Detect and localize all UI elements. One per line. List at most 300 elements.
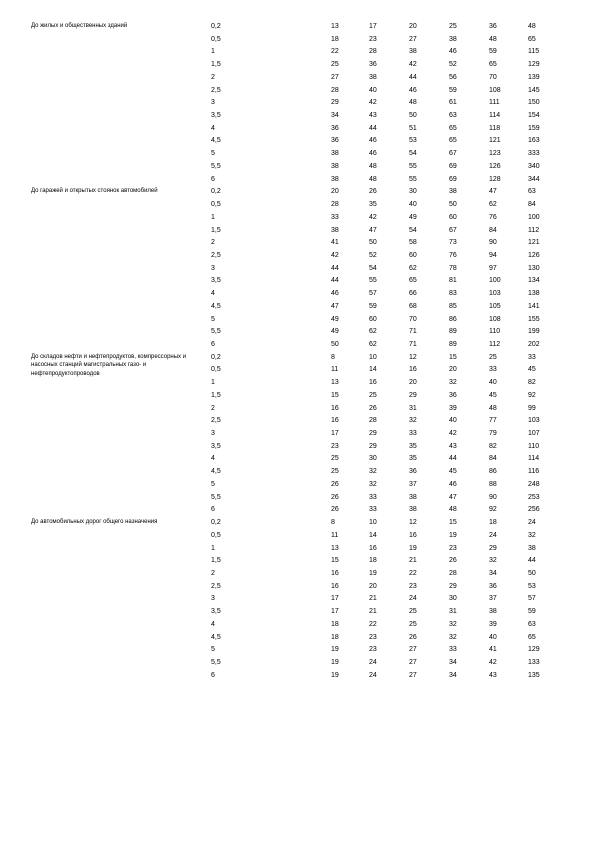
cell-v1: 49 bbox=[331, 328, 339, 336]
cell-v2: 48 bbox=[369, 175, 377, 183]
cell-v4: 15 bbox=[449, 353, 457, 361]
cell-v2: 46 bbox=[369, 137, 377, 145]
cell-v1: 16 bbox=[331, 404, 339, 412]
cell-v6: 340 bbox=[528, 162, 540, 170]
cell-v2: 44 bbox=[369, 124, 377, 132]
cell-v6: 59 bbox=[528, 608, 536, 616]
cell-v5: 65 bbox=[489, 61, 497, 69]
cell-size: 3 bbox=[211, 430, 215, 438]
cell-v6: 63 bbox=[528, 620, 536, 628]
cell-v5: 108 bbox=[489, 315, 501, 323]
cell-v2: 33 bbox=[369, 493, 377, 501]
cell-v1: 17 bbox=[331, 430, 339, 438]
table-row bbox=[0, 643, 595, 656]
cell-v3: 21 bbox=[409, 557, 417, 565]
table-row bbox=[0, 465, 595, 478]
cell-size: 0,2 bbox=[211, 353, 221, 361]
cell-v5: 118 bbox=[489, 124, 501, 132]
cell-size: 5 bbox=[211, 480, 215, 488]
cell-v1: 8 bbox=[331, 519, 335, 527]
table-row bbox=[0, 122, 595, 135]
cell-v1: 15 bbox=[331, 557, 339, 565]
cell-size: 4 bbox=[211, 620, 215, 628]
cell-v3: 35 bbox=[409, 455, 417, 463]
cell-v2: 59 bbox=[369, 302, 377, 310]
cell-v2: 10 bbox=[369, 353, 377, 361]
cell-v2: 21 bbox=[369, 595, 377, 603]
cell-v6: 99 bbox=[528, 404, 536, 412]
cell-v2: 26 bbox=[369, 404, 377, 412]
cell-v1: 15 bbox=[331, 391, 339, 399]
cell-v1: 38 bbox=[331, 150, 339, 158]
cell-size: 1,5 bbox=[211, 391, 221, 399]
cell-v5: 24 bbox=[489, 531, 497, 539]
cell-v6: 65 bbox=[528, 633, 536, 641]
cell-size: 2 bbox=[211, 239, 215, 247]
cell-v3: 27 bbox=[409, 35, 417, 43]
cell-v5: 40 bbox=[489, 633, 497, 641]
cell-v3: 12 bbox=[409, 353, 417, 361]
cell-v2: 55 bbox=[369, 277, 377, 285]
table-row bbox=[0, 440, 595, 453]
cell-v1: 28 bbox=[331, 86, 339, 94]
cell-v2: 32 bbox=[369, 468, 377, 476]
cell-v4: 47 bbox=[449, 493, 457, 501]
table-row bbox=[0, 338, 595, 351]
cell-v6: 32 bbox=[528, 531, 536, 539]
table-row bbox=[0, 134, 595, 147]
table-row bbox=[0, 236, 595, 249]
cell-v3: 35 bbox=[409, 442, 417, 450]
cell-v3: 53 bbox=[409, 137, 417, 145]
cell-v6: 145 bbox=[528, 86, 540, 94]
table-row bbox=[0, 262, 595, 275]
cell-v1: 25 bbox=[331, 61, 339, 69]
cell-v4: 45 bbox=[449, 468, 457, 476]
cell-v1: 23 bbox=[331, 442, 339, 450]
section-label: До складов нефти и нефтепродуктов, компрессорных и насосных станций магистральных газо- и нефтепродуктопроводов bbox=[31, 353, 187, 377]
cell-v4: 20 bbox=[449, 366, 457, 374]
cell-size: 1 bbox=[211, 379, 215, 387]
cell-v1: 26 bbox=[331, 506, 339, 514]
cell-v5: 114 bbox=[489, 112, 501, 120]
cell-v3: 37 bbox=[409, 480, 417, 488]
cell-v6: 114 bbox=[528, 455, 540, 463]
cell-size: 2 bbox=[211, 404, 215, 412]
cell-v4: 32 bbox=[449, 379, 457, 387]
cell-v2: 16 bbox=[369, 379, 377, 387]
cell-v5: 82 bbox=[489, 442, 497, 450]
cell-v1: 27 bbox=[331, 73, 339, 81]
cell-v3: 54 bbox=[409, 150, 417, 158]
cell-v3: 23 bbox=[409, 582, 417, 590]
cell-v1: 25 bbox=[331, 455, 339, 463]
cell-v5: 38 bbox=[489, 608, 497, 616]
cell-v1: 47 bbox=[331, 302, 339, 310]
cell-v4: 46 bbox=[449, 480, 457, 488]
table-row bbox=[0, 211, 595, 224]
cell-v4: 34 bbox=[449, 671, 457, 679]
cell-size: 0,5 bbox=[211, 201, 221, 209]
cell-size: 2 bbox=[211, 73, 215, 81]
cell-v5: 84 bbox=[489, 226, 497, 234]
cell-v6: 150 bbox=[528, 99, 540, 107]
cell-v4: 34 bbox=[449, 659, 457, 666]
cell-v2: 35 bbox=[369, 201, 377, 209]
cell-size: 6 bbox=[211, 671, 215, 679]
cell-size: 4,5 bbox=[211, 468, 221, 476]
cell-v3: 36 bbox=[409, 468, 417, 476]
cell-v1: 19 bbox=[331, 671, 339, 679]
cell-v6: 139 bbox=[528, 73, 540, 81]
table-row bbox=[0, 287, 595, 300]
cell-v4: 52 bbox=[449, 61, 457, 69]
cell-v6: 45 bbox=[528, 366, 536, 374]
cell-v4: 69 bbox=[449, 162, 457, 170]
cell-v4: 36 bbox=[449, 391, 457, 399]
cell-size: 2 bbox=[211, 569, 215, 577]
cell-size: 0,5 bbox=[211, 366, 221, 374]
table-row bbox=[0, 542, 595, 555]
table-row bbox=[0, 363, 595, 376]
cell-v5: 33 bbox=[489, 366, 497, 374]
cell-v5: 86 bbox=[489, 468, 497, 476]
cell-v5: 97 bbox=[489, 264, 497, 272]
table-row bbox=[0, 71, 595, 84]
cell-v2: 19 bbox=[369, 569, 377, 577]
cell-v3: 27 bbox=[409, 671, 417, 679]
cell-v1: 38 bbox=[331, 175, 339, 183]
table-row bbox=[0, 173, 595, 186]
cell-v1: 16 bbox=[331, 582, 339, 590]
cell-v5: 79 bbox=[489, 430, 497, 438]
cell-v1: 16 bbox=[331, 569, 339, 577]
cell-v3: 68 bbox=[409, 302, 417, 310]
cell-v3: 58 bbox=[409, 239, 417, 247]
cell-v3: 66 bbox=[409, 290, 417, 298]
cell-v5: 111 bbox=[489, 99, 500, 107]
cell-size: 4,5 bbox=[211, 137, 221, 145]
cell-v2: 29 bbox=[369, 442, 377, 450]
cell-v3: 49 bbox=[409, 213, 417, 221]
cell-v2: 20 bbox=[369, 582, 377, 590]
cell-v3: 19 bbox=[409, 544, 417, 552]
cell-size: 1 bbox=[211, 213, 215, 221]
cell-v5: 18 bbox=[489, 519, 497, 527]
cell-v6: 253 bbox=[528, 493, 540, 501]
cell-v4: 44 bbox=[449, 455, 457, 463]
cell-v6: 92 bbox=[528, 391, 536, 399]
table-row bbox=[0, 300, 595, 313]
cell-v6: 100 bbox=[528, 213, 540, 221]
cell-v3: 24 bbox=[409, 595, 417, 603]
cell-v5: 123 bbox=[489, 150, 501, 158]
cell-v5: 90 bbox=[489, 239, 497, 247]
cell-v1: 22 bbox=[331, 48, 339, 56]
cell-size: 0,5 bbox=[211, 35, 221, 43]
cell-v5: 92 bbox=[489, 506, 497, 514]
cell-v5: 110 bbox=[489, 328, 501, 336]
table-row bbox=[0, 529, 595, 542]
cell-size: 4 bbox=[211, 455, 215, 463]
cell-v4: 59 bbox=[449, 86, 457, 94]
cell-v4: 73 bbox=[449, 239, 457, 247]
cell-v3: 38 bbox=[409, 493, 417, 501]
cell-v5: 121 bbox=[489, 137, 501, 145]
cell-v3: 27 bbox=[409, 659, 417, 666]
cell-v3: 55 bbox=[409, 162, 417, 170]
cell-v5: 25 bbox=[489, 353, 497, 361]
table-row bbox=[0, 84, 595, 97]
cell-size: 1 bbox=[211, 544, 215, 552]
cell-v6: 115 bbox=[528, 48, 540, 56]
cell-v2: 36 bbox=[369, 61, 377, 69]
cell-v4: 29 bbox=[449, 582, 457, 590]
cell-v4: 50 bbox=[449, 201, 457, 209]
cell-v2: 21 bbox=[369, 608, 377, 616]
cell-v5: 48 bbox=[489, 404, 497, 412]
cell-v3: 27 bbox=[409, 646, 417, 654]
cell-size: 5,5 bbox=[211, 162, 221, 170]
cell-v1: 17 bbox=[331, 595, 339, 603]
cell-v4: 23 bbox=[449, 544, 457, 552]
cell-v1: 28 bbox=[331, 201, 339, 209]
cell-v3: 50 bbox=[409, 112, 417, 120]
cell-v6: 63 bbox=[528, 188, 536, 196]
cell-v6: 38 bbox=[528, 544, 536, 552]
cell-v6: 155 bbox=[528, 315, 540, 323]
table-row bbox=[0, 325, 595, 338]
cell-v6: 256 bbox=[528, 506, 540, 514]
table-row bbox=[0, 605, 595, 618]
cell-v4: 85 bbox=[449, 302, 457, 310]
cell-v3: 32 bbox=[409, 417, 417, 425]
cell-v3: 22 bbox=[409, 569, 417, 577]
cell-v3: 33 bbox=[409, 430, 417, 438]
cell-v6: 138 bbox=[528, 290, 540, 298]
cell-v4: 83 bbox=[449, 290, 457, 298]
cell-v2: 28 bbox=[369, 48, 377, 56]
table-row bbox=[0, 313, 595, 326]
cell-v2: 23 bbox=[369, 646, 377, 654]
table-row bbox=[0, 554, 595, 567]
cell-v4: 38 bbox=[449, 188, 457, 196]
cell-v6: 154 bbox=[528, 112, 540, 120]
table-row bbox=[0, 402, 595, 415]
cell-v5: 112 bbox=[489, 341, 501, 348]
table-row bbox=[0, 580, 595, 593]
cell-v5: 34 bbox=[489, 569, 497, 577]
cell-v1: 46 bbox=[331, 290, 339, 298]
cell-v3: 70 bbox=[409, 315, 417, 323]
cell-v6: 199 bbox=[528, 328, 540, 336]
cell-v6: 126 bbox=[528, 251, 540, 259]
cell-v6: 135 bbox=[528, 671, 540, 679]
cell-v2: 42 bbox=[369, 99, 377, 107]
cell-size: 5 bbox=[211, 150, 215, 158]
cell-size: 6 bbox=[211, 341, 215, 348]
cell-v3: 25 bbox=[409, 620, 417, 628]
table-row bbox=[0, 224, 595, 237]
cell-v2: 24 bbox=[369, 671, 377, 679]
cell-v6: 103 bbox=[528, 417, 540, 425]
table-row bbox=[0, 631, 595, 644]
cell-v2: 62 bbox=[369, 341, 377, 348]
cell-v2: 50 bbox=[369, 239, 377, 247]
cell-v5: 45 bbox=[489, 391, 497, 399]
cell-v2: 43 bbox=[369, 112, 377, 120]
cell-v5: 42 bbox=[489, 659, 497, 666]
cell-v3: 60 bbox=[409, 251, 417, 259]
cell-v5: 29 bbox=[489, 544, 497, 552]
cell-v3: 20 bbox=[409, 23, 417, 30]
cell-v5: 36 bbox=[489, 23, 497, 30]
cell-v2: 33 bbox=[369, 506, 377, 514]
cell-v1: 29 bbox=[331, 99, 339, 107]
cell-size: 3,5 bbox=[211, 277, 221, 285]
cell-v6: 163 bbox=[528, 137, 540, 145]
cell-v3: 54 bbox=[409, 226, 417, 234]
cell-v2: 38 bbox=[369, 73, 377, 81]
cell-size: 1,5 bbox=[211, 226, 221, 234]
cell-v2: 10 bbox=[369, 519, 377, 527]
cell-size: 2,5 bbox=[211, 86, 221, 94]
table-row bbox=[0, 249, 595, 262]
cell-size: 6 bbox=[211, 506, 215, 514]
cell-v5: 84 bbox=[489, 455, 497, 463]
cell-v3: 40 bbox=[409, 201, 417, 209]
cell-v6: 121 bbox=[528, 239, 540, 247]
cell-v1: 13 bbox=[331, 544, 339, 552]
cell-v2: 26 bbox=[369, 188, 377, 196]
cell-v3: 16 bbox=[409, 366, 417, 374]
table-row bbox=[0, 656, 595, 669]
cell-v3: 20 bbox=[409, 379, 417, 387]
cell-v6: 33 bbox=[528, 353, 536, 361]
cell-v1: 36 bbox=[331, 137, 339, 145]
cell-size: 2,5 bbox=[211, 251, 221, 259]
cell-size: 4 bbox=[211, 290, 215, 298]
cell-v4: 40 bbox=[449, 417, 457, 425]
cell-v3: 71 bbox=[409, 328, 417, 336]
cell-v2: 30 bbox=[369, 455, 377, 463]
cell-v4: 38 bbox=[449, 35, 457, 43]
cell-size: 2,5 bbox=[211, 582, 221, 590]
cell-v2: 22 bbox=[369, 620, 377, 628]
cell-v5: 77 bbox=[489, 417, 497, 425]
cell-size: 2,5 bbox=[211, 417, 221, 425]
cell-v4: 78 bbox=[449, 264, 457, 272]
cell-v2: 48 bbox=[369, 162, 377, 170]
table-row bbox=[0, 478, 595, 491]
cell-v4: 48 bbox=[449, 506, 457, 514]
table-row bbox=[0, 503, 595, 516]
cell-v6: 134 bbox=[528, 277, 540, 285]
table-row bbox=[0, 567, 595, 580]
cell-size: 3,5 bbox=[211, 608, 221, 616]
cell-v6: 344 bbox=[528, 175, 540, 183]
cell-v1: 41 bbox=[331, 239, 339, 247]
cell-v4: 28 bbox=[449, 569, 457, 577]
cell-v2: 42 bbox=[369, 213, 377, 221]
cell-v3: 55 bbox=[409, 175, 417, 183]
cell-v4: 86 bbox=[449, 315, 457, 323]
cell-v2: 52 bbox=[369, 251, 377, 259]
table-row bbox=[0, 20, 595, 33]
cell-v6: 141 bbox=[528, 302, 540, 310]
cell-v3: 46 bbox=[409, 86, 417, 94]
cell-v3: 16 bbox=[409, 531, 417, 539]
cell-size: 0,2 bbox=[211, 188, 221, 196]
cell-v3: 71 bbox=[409, 341, 417, 348]
cell-v5: 70 bbox=[489, 73, 497, 81]
cell-v2: 62 bbox=[369, 328, 377, 336]
cell-v4: 42 bbox=[449, 430, 457, 438]
cell-v3: 29 bbox=[409, 391, 417, 399]
cell-v1: 49 bbox=[331, 315, 339, 323]
cell-v2: 54 bbox=[369, 264, 377, 272]
cell-size: 1 bbox=[211, 48, 215, 56]
cell-v5: 40 bbox=[489, 379, 497, 387]
cell-v1: 11 bbox=[331, 531, 339, 539]
cell-v4: 60 bbox=[449, 213, 457, 221]
cell-v5: 108 bbox=[489, 86, 501, 94]
section-label: До жилых и общественных зданий bbox=[31, 23, 128, 29]
cell-v2: 32 bbox=[369, 480, 377, 488]
cell-v1: 16 bbox=[331, 417, 339, 425]
cell-v6: 57 bbox=[528, 595, 536, 603]
cell-v6: 50 bbox=[528, 569, 536, 577]
cell-v1: 44 bbox=[331, 277, 339, 285]
cell-v6: 107 bbox=[528, 430, 540, 438]
table-row bbox=[0, 147, 595, 160]
cell-size: 6 bbox=[211, 175, 215, 183]
table-row bbox=[0, 376, 595, 389]
cell-v2: 40 bbox=[369, 86, 377, 94]
table-row bbox=[0, 669, 595, 682]
cell-v4: 63 bbox=[449, 112, 457, 120]
cell-v4: 46 bbox=[449, 48, 457, 56]
cell-size: 0,2 bbox=[211, 519, 221, 527]
cell-size: 1,5 bbox=[211, 61, 221, 69]
cell-v2: 28 bbox=[369, 417, 377, 425]
cell-v2: 18 bbox=[369, 557, 377, 565]
cell-v3: 51 bbox=[409, 124, 417, 132]
cell-v2: 14 bbox=[369, 366, 377, 374]
cell-v1: 20 bbox=[331, 188, 339, 196]
cell-v3: 48 bbox=[409, 99, 417, 107]
cell-v6: 84 bbox=[528, 201, 536, 209]
cell-v1: 13 bbox=[331, 379, 339, 387]
table-row bbox=[0, 516, 595, 529]
cell-v1: 25 bbox=[331, 468, 339, 476]
cell-size: 4 bbox=[211, 124, 215, 132]
cell-v4: 32 bbox=[449, 620, 457, 628]
cell-v6: 333 bbox=[528, 150, 540, 158]
cell-v6: 110 bbox=[528, 442, 540, 450]
cell-v1: 50 bbox=[331, 341, 339, 348]
cell-v6: 159 bbox=[528, 124, 540, 132]
cell-size: 5 bbox=[211, 315, 215, 323]
table-row bbox=[0, 427, 595, 440]
table-row bbox=[0, 452, 595, 465]
cell-v1: 11 bbox=[331, 366, 339, 374]
cell-v1: 13 bbox=[331, 23, 339, 30]
cell-v4: 61 bbox=[449, 99, 457, 107]
cell-v5: 47 bbox=[489, 188, 497, 196]
cell-v4: 76 bbox=[449, 251, 457, 259]
cell-v3: 38 bbox=[409, 506, 417, 514]
